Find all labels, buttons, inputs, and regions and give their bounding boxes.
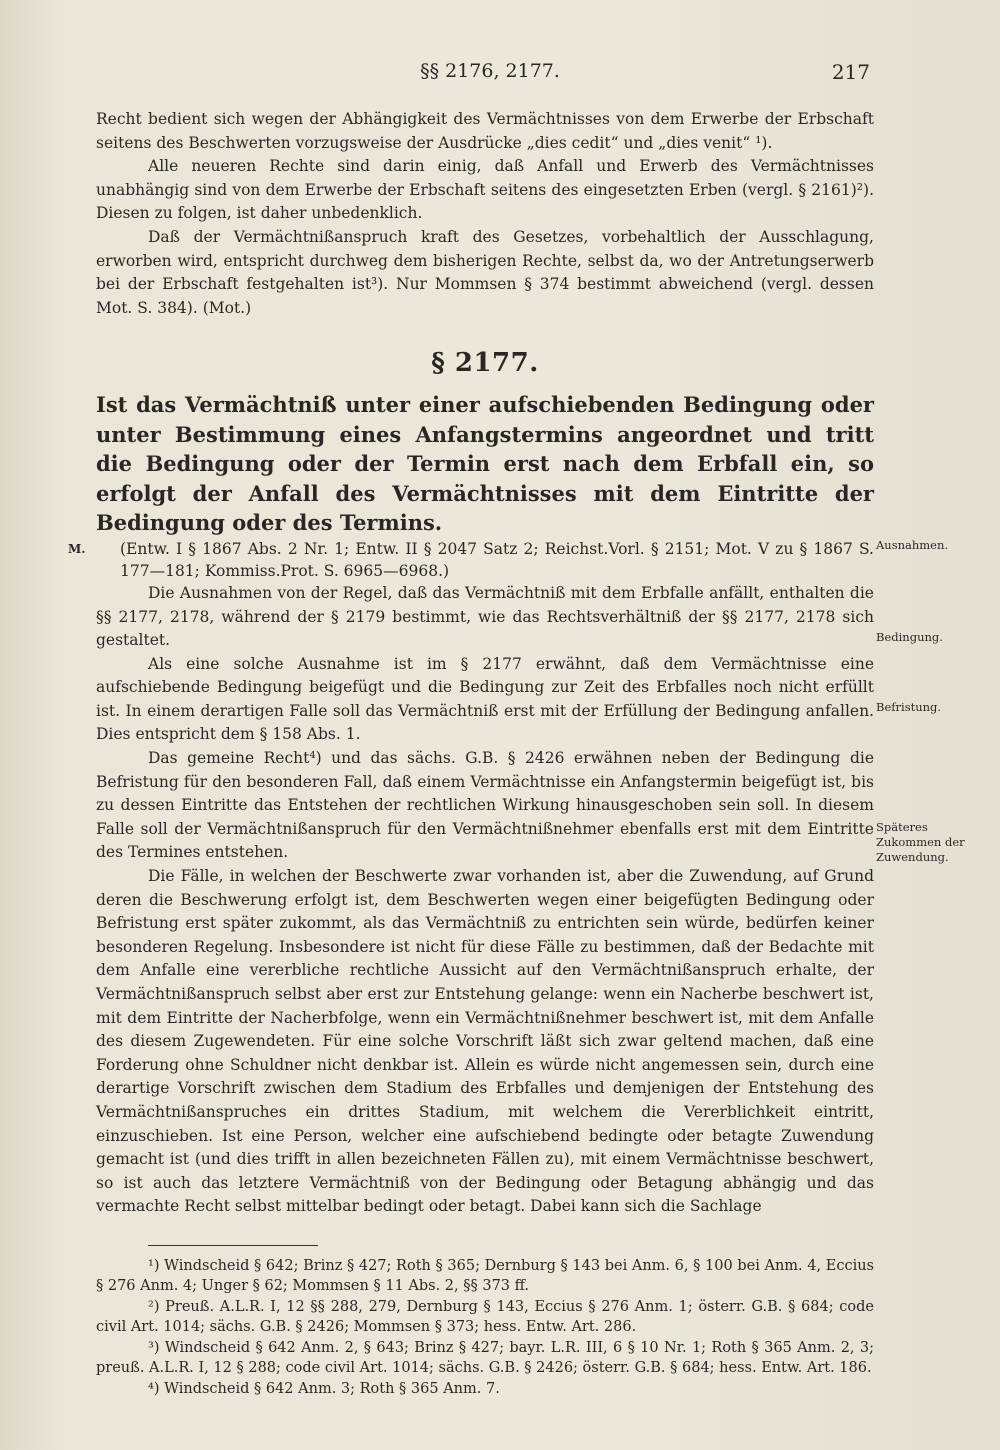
page-content xyxy=(96,108,874,1399)
footnote-2: ²) Preuß. A.L.R. I, 12 §§ 288, 279, Dernburg § 143, Eccius § 276 Anm. 1; österr. G.B. § 684; code civil Art. 1014; sächs. G.B. § 2426; Mommsen § 373; hess. Entw. Art. 286. xyxy=(96,1298,874,1336)
legislative-references: (Entw. I § 1867 Abs. 2 Nr. 1; Entw. II § 2047 Satz 2; Reichst.Vorl. § 2151; Mot. V zu § 1867 S. 177—181; Kommiss.Prot. S. 6965—6968.) xyxy=(120,539,874,580)
footnote-3: ³) Windscheid § 642 Anm. 2, § 643; Brinz § 427; bayr. L.R. III, 6 § 10 Nr. 1; Roth § 365 Anm. 2, 3; preuß. A.L.R. I, 12 § 288; code civil Art. 1014; sächs. G.B. § 2426; österr. G.B. § 684; hess. Entw. Art. 186. xyxy=(96,1339,874,1377)
footnotes xyxy=(96,1256,874,1400)
footnote-4: ⁴) Windscheid § 642 Anm. 3; Roth § 365 Anm. 7. xyxy=(148,1380,500,1397)
margin-note-ausnahmen: Ausnahmen. xyxy=(876,538,949,552)
intro-paragraph-3: Daß der Vermächtnißanspruch kraft des Gesetzes, vorbehaltlich der Ausschlagung, erworben wird, entspricht durchweg dem bisherigen Rechte, selbst da, wo der Antretungserwerb bei der Erbschaft festgehalten ist³). Nur Mommsen § 374 bestimmt abweichend (vergl. dessen Mot. S. 384). (Mot.) xyxy=(96,227,874,317)
footnote-separator xyxy=(148,1245,318,1246)
body-paragraph-2: Als eine solche Ausnahme ist im § 2177 erwähnt, daß dem Vermächtnisse eine aufschiebende Bedingung beigefügt und die Bedingung zur Zeit des Erbfalles noch nicht erfüllt ist. In einem derartigen Falle soll das Vermächtniß erst mit der Erfüllung der Bedingung anfallen. Dies entspricht dem § 158 Abs. 1. xyxy=(96,654,874,744)
page-number: 217 xyxy=(831,60,870,84)
body-paragraph-1: Die Ausnahmen von der Regel, daß das Vermächtniß mit dem Erbfalle anfällt, enthalten die §§ 2177, 2178, während der § 2179 bestimmt, wie das Rechtsverhältniß der §§ 2177, 2178 sich gestaltet. xyxy=(96,583,874,650)
m-marker: M. xyxy=(68,542,86,556)
margin-note-befristung: Befristung. xyxy=(876,700,942,714)
margin-note-spaeteres-zukommen: Späteres Zukommen der Zuwendung. xyxy=(876,820,965,864)
law-text: Ist das Vermächtniß unter einer aufschiebenden Bedingung oder unter Bestimmung eines Anfangstermins angeordnet und tritt die Bedingung oder der Termin erst nach dem Erbfall ein, so erfolgt der Anfall des Vermächtnisses mit dem Eintritte der Bedingung oder des Termins. xyxy=(96,391,874,536)
body-paragraph-3: Das gemeine Recht⁴) und das sächs. G.B. § 2426 erwähnen neben der Bedingung die Befristung für den besonderen Fall, daß einem Vermächtnisse ein Anfangstermin beigefügt ist, bis zu dessen Eintritte das Entstehen der rechtlichen Wirkung hinausgeschoben sein soll. In diesem Falle soll der Vermächtnißanspruch für den Vermächtnißnehmer ebenfalls erst mit dem Eintritte des Termines entstehen. xyxy=(96,749,874,862)
intro-paragraph-2: Alle neueren Rechte sind darin einig, daß Anfall und Erwerb des Vermächtnisses unabhängig sind von dem Erwerbe der Erbschaft seitens des eingesetzten Erben (vergl. § 2161)²). Diesen zu folgen, ist daher unbedenklich. xyxy=(96,157,874,223)
section-heading: § 2177. xyxy=(431,348,539,379)
header-section-reference: §§ 2176, 2177. xyxy=(420,60,560,82)
body-paragraph-4: Die Fälle, in welchen der Beschwerte zwar vorhanden ist, aber die Zuwendung, auf Grund deren die Beschwerung erfolgt ist, dem Beschwerten wegen einer beigefügten Bedingung oder Befristung erst später zukommt, als das Vermächtniß zu entrichten sein würde, bedürfen keiner besonderen Regelung. Insbesondere ist nicht für diese Fälle zu bestimmen, daß der Bedachte mit dem Anfalle eine vererbliche rechtliche Aussicht auf den Vermächtnißanspruch erhalte, der Vermächtnißanspruch selbst aber erst zur Entstehung gelange: wenn ein Nacherbe beschwert ist, mit dem Eintritte der Nacherbfolge, wenn ein Vermächtnißnehmer beschwert ist, mit dem Anfalle des diesem Zugewendeten. Für eine solche Vorschrift läßt sich zwar geltend machen, daß eine Forderung ohne Schuldner nicht denkbar ist. Allein es würde nicht angemessen sein, durch eine derartige Vorschrift zwischen dem Stadium des Erbfalles und demjenigen der Entstehung des Vermächtnißanspruches ein drittes Stadium, mit welchem die Vererblichkeit eintritt, einzuschieben. Ist eine Person, welcher eine aufschiebend bedingte oder betagte Zuwendung gemacht ist (und dies trifft in allen bezeichneten Fällen zu), mit einem Vermächtnisse beschwert, so ist auch das letztere Vermächtniß von der Bedingung oder Betagung abhängig und das vermachte Recht selbst mittelbar bedingt oder betagt. Dabei kann sich die Sachlage xyxy=(96,867,874,1216)
running-header xyxy=(110,60,870,90)
footnote-1: ¹) Windscheid § 642; Brinz § 427; Roth § 365; Dernburg § 143 bei Anm. 6, § 100 bei Anm. 4, Eccius § 276 Anm. 4; Unger § 62; Mommsen § 11 Abs. 2, §§ 373 ff. xyxy=(96,1257,874,1295)
intro-paragraph-1: Recht bedient sich wegen der Abhängigkeit des Vermächtnisses von dem Erwerbe der Erbschaft seitens des Beschwerten vorzugsweise der Ausdrücke „dies cedit“ und „dies venit“ ¹). xyxy=(96,110,874,152)
margin-note-bedingung: Bedingung. xyxy=(876,630,943,644)
